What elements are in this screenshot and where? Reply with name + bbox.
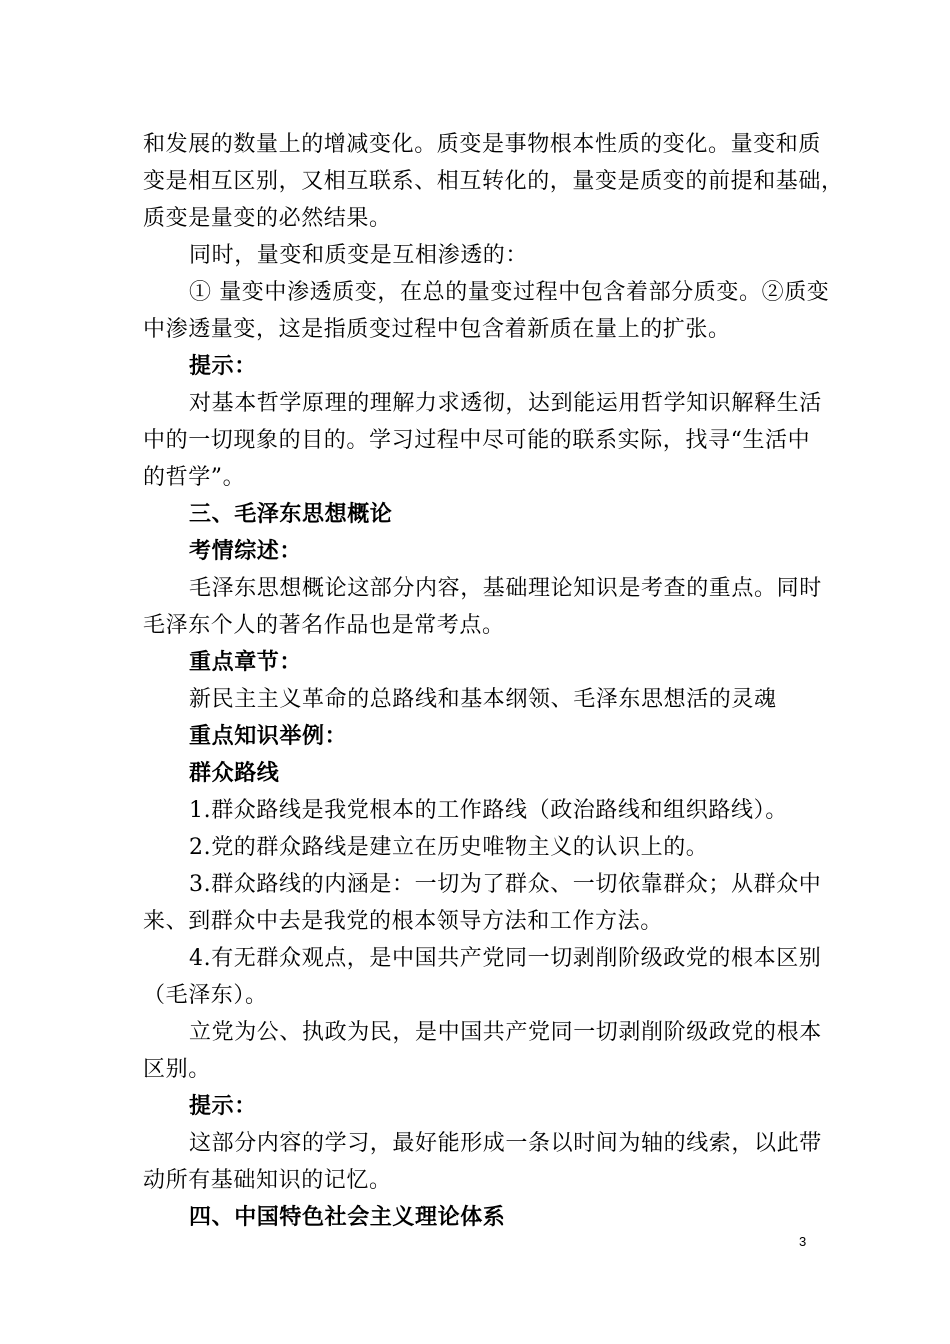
- paragraph-line: 中渗透量变，这是指质变过程中包含着新质在量上的扩张。: [143, 317, 731, 342]
- paragraph-line: 质变是量变的必然结果。: [143, 206, 392, 231]
- list-item: 2.党的群众路线是建立在历史唯物主义的认识上的。: [189, 835, 709, 860]
- list-item-continuation: 来、到群众中去是我党的根本领导方法和工作方法。: [143, 909, 663, 934]
- paragraph-line: 同时，量变和质变是互相渗透的：: [189, 243, 529, 268]
- paragraph-line: 动所有基础知识的记忆。: [143, 1168, 392, 1193]
- paragraph-line: 和发展的数量上的增减变化。质变是事物根本性质的变化。量变和质: [143, 132, 822, 157]
- subheading: 考情综述：: [189, 539, 303, 564]
- subheading: 重点章节：: [189, 650, 303, 675]
- hint-heading: 提示：: [189, 1094, 257, 1119]
- paragraph-line: 变是相互区别，又相互联系、相互转化的，量变是质变的前提和基础，: [143, 169, 844, 194]
- paragraph-line: 新民主主义革命的总路线和基本纲领、毛泽东思想活的灵魂: [189, 687, 777, 712]
- paragraph-line: 中的一切现象的目的。学习过程中尽可能的联系实际，找寻“生活中: [143, 428, 811, 453]
- subheading: 群众路线: [189, 761, 280, 786]
- paragraph-line: 毛泽东个人的著名作品也是常考点。: [143, 613, 505, 638]
- paragraph-line: 立党为公、执政为民，是中国共产党同一切剥削阶级政党的根本: [189, 1020, 822, 1045]
- page-number: 3: [799, 1234, 807, 1249]
- list-item: 1.群众路线是我党根本的工作路线（政治路线和组织路线）。: [189, 798, 788, 823]
- paragraph-line: 区别。: [143, 1057, 211, 1082]
- subheading: 重点知识举例：: [189, 724, 348, 749]
- section-heading: 四、中国特色社会主义理论体系: [189, 1205, 506, 1230]
- hint-heading: 提示：: [189, 354, 257, 379]
- paragraph-line: 的哲学”。: [143, 465, 246, 490]
- paragraph-line: 毛泽东思想概论这部分内容，基础理论知识是考查的重点。同时: [189, 576, 822, 601]
- list-item: 3.群众路线的内涵是：一切为了群众、一切依靠群众；从群众中: [189, 872, 822, 897]
- paragraph-line: 对基本哲学原理的理解力求透彻，达到能运用哲学知识解释生活: [189, 391, 822, 416]
- list-item-continuation: （毛泽东）。: [143, 983, 268, 1008]
- paragraph-line: ① 量变中渗透质变，在总的量变过程中包含着部分质变。②质变: [189, 280, 830, 305]
- paragraph-line: 这部分内容的学习，最好能形成一条以时间为轴的线索，以此带: [189, 1131, 822, 1156]
- section-heading: 三、毛泽东思想概论: [189, 502, 393, 527]
- list-item: 4.有无群众观点，是中国共产党同一切剥削阶级政党的根本区别: [189, 946, 822, 971]
